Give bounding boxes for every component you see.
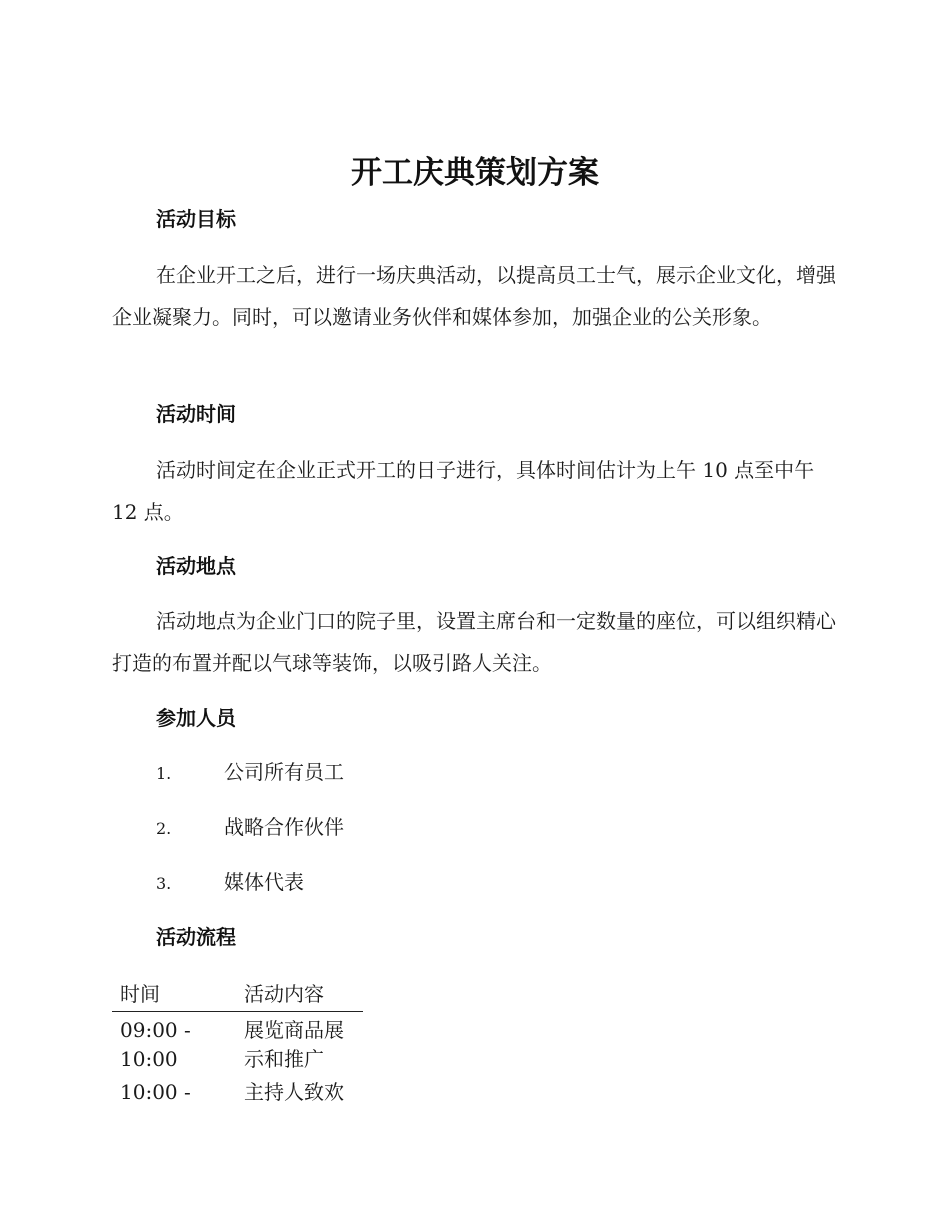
list-item-text: 战略合作伙伴 xyxy=(224,815,344,839)
section-heading-attendees: 参加人员 xyxy=(156,706,236,730)
section-heading-schedule: 活动流程 xyxy=(156,925,236,949)
table-cell-content: 展览商品展示和推广 xyxy=(244,1018,344,1071)
section-heading-time: 活动时间 xyxy=(156,402,236,426)
section-paragraph-location: 活动地点为企业门口的院子里，设置主席台和一定数量的座位，可以组织精心打造的布置并配以气球等装饰，以吸引路人关注。 xyxy=(112,609,836,675)
section-paragraph-time: 活动时间定在企业正式开工的日子进行，具体时间估计为上午 10 点至中午 12 点。 xyxy=(112,458,815,524)
list-item-number: 3. xyxy=(156,874,172,893)
table-header-time: 时间 xyxy=(112,978,236,1012)
list-item-text: 媒体代表 xyxy=(224,870,304,894)
attendee-list xyxy=(156,755,344,920)
table-header-row xyxy=(112,978,363,1012)
section-paragraph-goal: 在企业开工之后，进行一场庆典活动，以提高员工士气，展示企业文化，增强企业凝聚力。同时，可以邀请业务伙伴和媒体参加，加强企业的公关形象。 xyxy=(112,263,836,329)
table-header-content: 活动内容 xyxy=(236,978,363,1012)
list-item xyxy=(156,810,344,865)
list-item-number: 1. xyxy=(156,764,172,783)
list-item xyxy=(156,865,344,920)
table-cell-content: 主持人致欢 xyxy=(244,1080,344,1104)
list-item-text: 公司所有员工 xyxy=(224,760,344,784)
list-item-number: 2. xyxy=(156,819,172,838)
table-row xyxy=(112,1012,363,1075)
list-item xyxy=(156,755,344,810)
section-heading-goal: 活动目标 xyxy=(156,207,236,231)
section-heading-location: 活动地点 xyxy=(156,554,236,578)
table-cell-time: 10:00 - xyxy=(120,1080,191,1104)
table-row xyxy=(112,1074,363,1107)
table-cell-time: 09:00 - 10:00 xyxy=(120,1018,191,1071)
schedule-table xyxy=(112,978,363,1107)
document-title: 开工庆典策划方案 xyxy=(351,155,599,191)
